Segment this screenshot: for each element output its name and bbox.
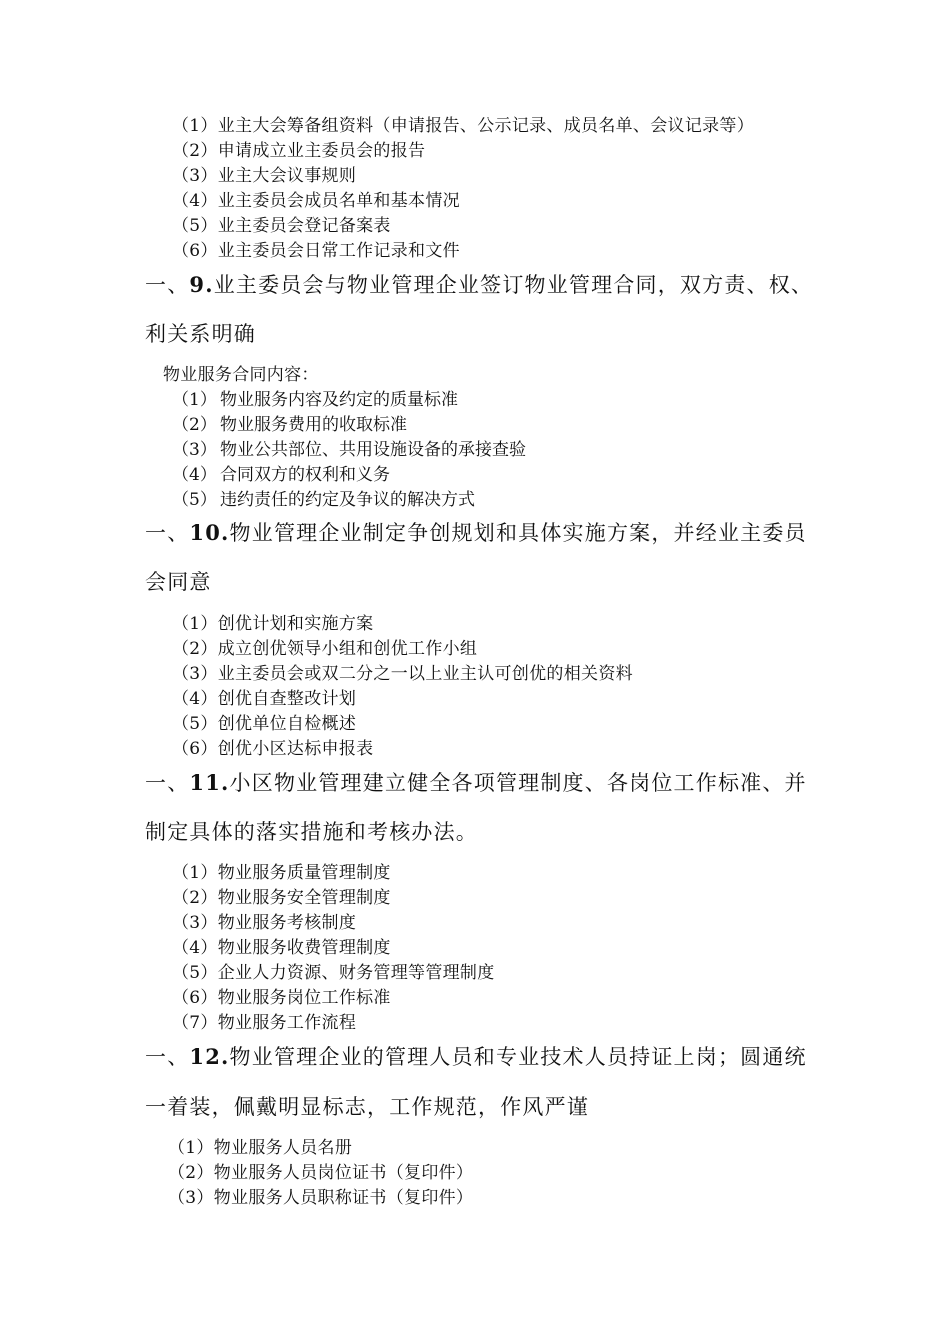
- list-item: （3）物业服务人员职称证书（复印件）: [168, 1188, 474, 1208]
- section-heading-9: 一、9.业主委员会与物业管理企业签订物业管理合同，双方责、权、: [145, 272, 814, 297]
- list-item: （6）物业服务岗位工作标准: [172, 988, 391, 1008]
- list-item: （5）创优单位自检概述: [172, 714, 357, 734]
- list-item: （2）物业服务安全管理制度: [172, 888, 391, 908]
- list-item: （1）业主大会筹备组资料（申请报告、公示记录、成员名单、会议记录等）: [172, 116, 755, 136]
- list-item: （5）企业人力资源、财务管理等管理制度: [172, 963, 495, 983]
- list-item: （5） 违约责任的约定及争议的解决方式: [172, 490, 475, 510]
- list-item: （3） 物业公共部位、共用设施设备的承接查验: [172, 440, 526, 460]
- section-heading-10: 一、10.物业管理企业制定争创规划和具体实施方案，并经业主委员: [145, 520, 807, 545]
- list-item: （5）业主委员会登记备案表: [172, 216, 391, 236]
- contract-title: 物业服务合同内容：: [163, 365, 319, 385]
- list-item: （2）申请成立业主委员会的报告: [172, 141, 426, 161]
- list-item: （3）业主委员会或双二分之一以上业主认可创优的相关资料: [172, 664, 633, 684]
- list-item: （3）业主大会议事规则: [172, 166, 357, 186]
- list-item: （2）物业服务人员岗位证书（复印件）: [168, 1163, 474, 1183]
- list-item: （4）创优自查整改计划: [172, 689, 357, 709]
- list-item: （6）业主委员会日常工作记录和文件: [172, 241, 460, 261]
- section-heading-11: 一、11.小区物业管理建立健全各项管理制度、各岗位工作标准、并: [145, 770, 807, 795]
- list-item: （1）物业服务质量管理制度: [172, 863, 391, 883]
- section-heading-9-cont: 利关系明确: [145, 322, 256, 346]
- list-item: （7）物业服务工作流程: [172, 1013, 357, 1033]
- list-item: （6）创优小区达标申报表: [172, 739, 374, 759]
- list-item: （3）物业服务考核制度: [172, 913, 357, 933]
- list-item: （2） 物业服务费用的收取标准: [172, 415, 407, 435]
- section-heading-10-cont: 会同意: [145, 570, 212, 594]
- list-item: （2）成立创优领导小组和创优工作小组: [172, 639, 478, 659]
- list-item: （4）业主委员会成员名单和基本情况: [172, 191, 460, 211]
- list-item: （1）物业服务人员名册: [168, 1138, 353, 1158]
- section-heading-11-cont: 制定具体的落实措施和考核办法。: [145, 820, 478, 844]
- section-heading-12-cont: 一着装，佩戴明显标志，工作规范，作风严谨: [145, 1095, 589, 1119]
- section-heading-12: 一、12.物业管理企业的管理人员和专业技术人员持证上岗；圆通统: [145, 1044, 807, 1069]
- list-item: （1）创优计划和实施方案: [172, 614, 374, 634]
- list-item: （1） 物业服务内容及约定的质量标准: [172, 390, 458, 410]
- list-item: （4） 合同双方的权利和义务: [172, 465, 390, 485]
- list-item: （4）物业服务收费管理制度: [172, 938, 391, 958]
